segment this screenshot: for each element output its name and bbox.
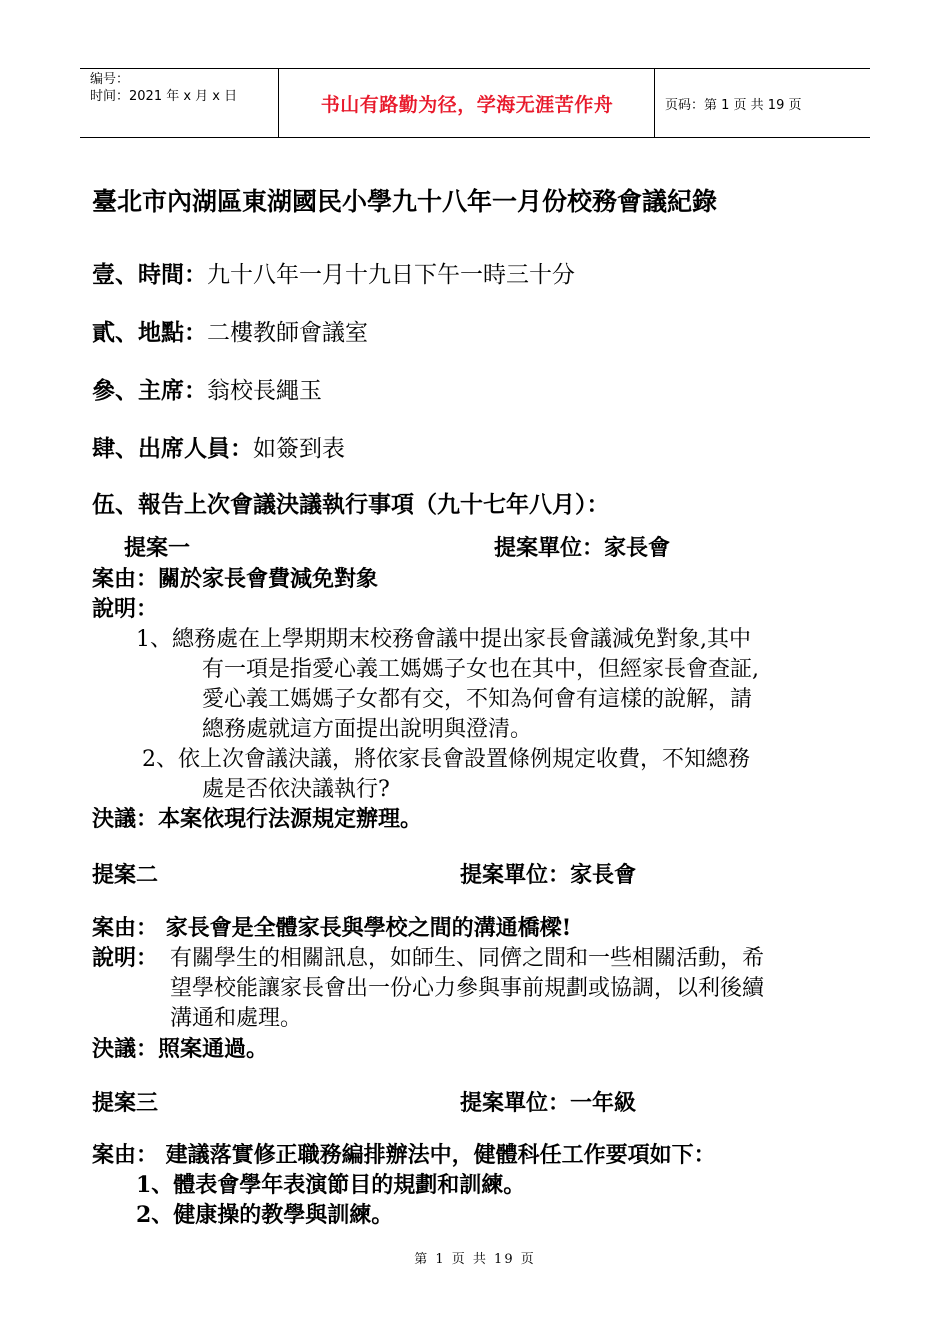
section-time: 壹、時間：九十八年一月十九日下午一時三十分: [92, 261, 575, 288]
doc-time-label: 时间：2021 年 x 月 x 日: [90, 89, 238, 104]
proposal-1-desc-line: 2、依上次會議決議，將依家長會設置條例規定收費，不知總務: [142, 747, 750, 772]
section-location: 貳、地點：二樓教師會議室: [92, 319, 368, 346]
proposal-3-name: 提案三: [92, 1090, 159, 1116]
proposal-2-desc-line: 望學校能讓家長會出一份心力參與事前規劃或協調，以利後續: [170, 976, 765, 1001]
proposal-1-unit: 提案單位：家長會: [494, 535, 671, 561]
proposal-2-desc-line: 溝通和處理。: [170, 1006, 303, 1031]
proposal-1-reason: 案由：關於家長會費減免對象: [92, 566, 379, 592]
section-chair: 參、主席：翁校長繩玉: [92, 377, 322, 404]
header-page-info: 页码：第 1 页 共 19 页: [665, 97, 802, 113]
proposal-1-resolution: 決議：本案依現行法源規定辦理。: [92, 806, 423, 832]
proposal-3-item: 2、健康操的教學與訓練。: [136, 1202, 394, 1228]
proposal-3-item: 1、體表會學年表演節目的規劃和訓練。: [136, 1172, 526, 1198]
header-meta: [80, 69, 279, 137]
page-footer: 第 1 页 共 19 页: [414, 1252, 536, 1267]
document-title: 臺北市內湖區東湖國民小學九十八年一月份校務會議紀錄: [92, 187, 718, 216]
section-attendees: 肆、出席人員：如簽到表: [92, 435, 345, 462]
proposal-1-desc-line: 愛心義工媽媽子女都有交，不知為何會有這樣的說解，請: [202, 687, 753, 712]
proposal-2-name: 提案二: [92, 862, 159, 888]
proposal-3-reason: 案由： 建議落實修正職務編排辦法中，健體科任工作要項如下：: [92, 1142, 716, 1168]
proposal-2-desc-label: 說明：: [92, 945, 159, 971]
proposal-1-desc-line: 總務處就這方面提出說明與澄清。: [202, 717, 533, 742]
doc-number-label: 编号：: [90, 72, 130, 87]
proposal-2-reason: 案由： 家長會是全體家長與學校之間的溝通橋樑!: [92, 915, 572, 941]
section-report-heading: 伍、報告上次會議決議執行事項（九十七年八月）：: [92, 491, 610, 518]
proposal-1-desc-label: 說明：: [92, 596, 159, 622]
proposal-2-unit: 提案單位：家長會: [460, 862, 637, 888]
proposal-3-unit: 提案單位：一年級: [460, 1090, 637, 1116]
proposal-2-resolution: 決議：照案通過。: [92, 1036, 269, 1062]
proposal-2-desc-line: 有關學生的相關訊息，如師生、同儕之間和一些相關活動，希: [170, 946, 765, 971]
proposal-1-desc-line: 處是否依決議執行?: [202, 777, 390, 802]
proposal-1-desc-line: 1、總務處在上學期期末校務會議中提出家長會議減免對象,其中: [136, 627, 751, 652]
proposal-1-name: 提案一: [124, 535, 191, 561]
proposal-1-desc-line: 有一項是指愛心義工媽媽子女也在其中，但經家長會查証,: [202, 657, 759, 682]
page-header: [80, 68, 870, 138]
header-slogan: 书山有路勤为径，学海无涯苦作舟: [280, 69, 655, 137]
